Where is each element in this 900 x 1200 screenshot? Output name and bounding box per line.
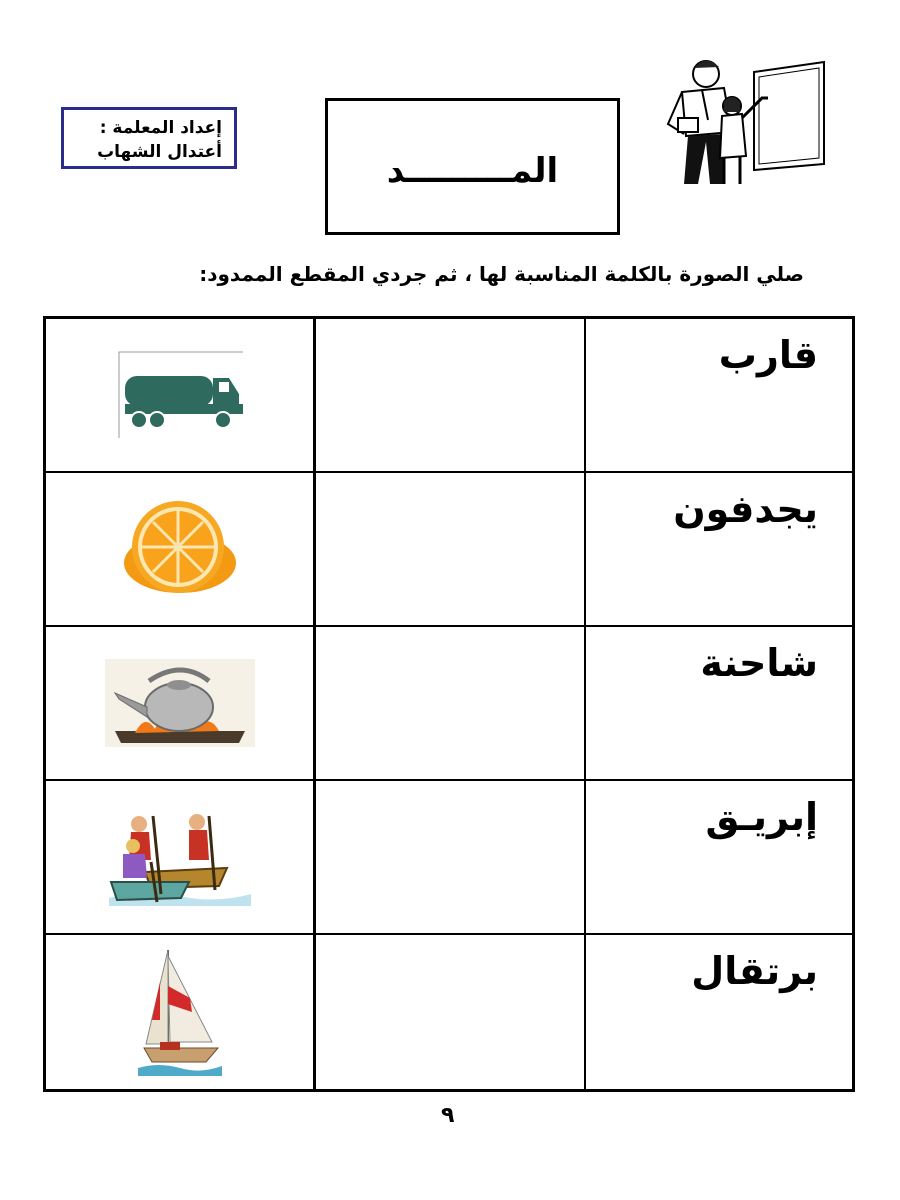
rowing-boat-icon (105, 802, 255, 912)
picture-cell (46, 781, 316, 935)
author-box (61, 107, 237, 169)
picture-cell (46, 935, 316, 1089)
word-cell (586, 473, 852, 627)
author-line-2: أعتدال الشهاب (97, 142, 222, 162)
instruction-text: صلي الصورة بالكلمة المناسبة لها ، ثم جردي المقطع الممدود: (199, 262, 804, 286)
word-cell (586, 319, 852, 473)
blank-match-cell[interactable] (316, 319, 586, 473)
word-label: إبريـق (705, 795, 818, 839)
author-line-1: إعداد المعلمة : (99, 118, 222, 138)
title-box (325, 98, 620, 235)
blank-match-cell[interactable] (316, 781, 586, 935)
word-label: يجدفون (673, 487, 818, 531)
picture-cell (46, 473, 316, 627)
blank-match-cell[interactable] (316, 473, 586, 627)
picture-cell (46, 627, 316, 781)
word-label: شاحنة (700, 641, 818, 685)
matching-table (43, 316, 855, 1092)
word-cell (586, 627, 852, 781)
page-title: المـــــــــد (386, 150, 559, 191)
word-label: برتقال (691, 949, 818, 993)
sailboat-icon (138, 946, 222, 1078)
truck-icon (117, 348, 243, 442)
page-number: ٩ (441, 1103, 455, 1128)
kettle-icon (105, 659, 255, 747)
word-cell (586, 935, 852, 1089)
picture-cell (46, 319, 316, 473)
orange-icon (122, 501, 238, 597)
blank-match-cell[interactable] (316, 627, 586, 781)
word-cell (586, 781, 852, 935)
blank-match-cell[interactable] (316, 935, 586, 1089)
word-label: قارب (718, 333, 818, 377)
teacher-board-icon (662, 52, 830, 190)
